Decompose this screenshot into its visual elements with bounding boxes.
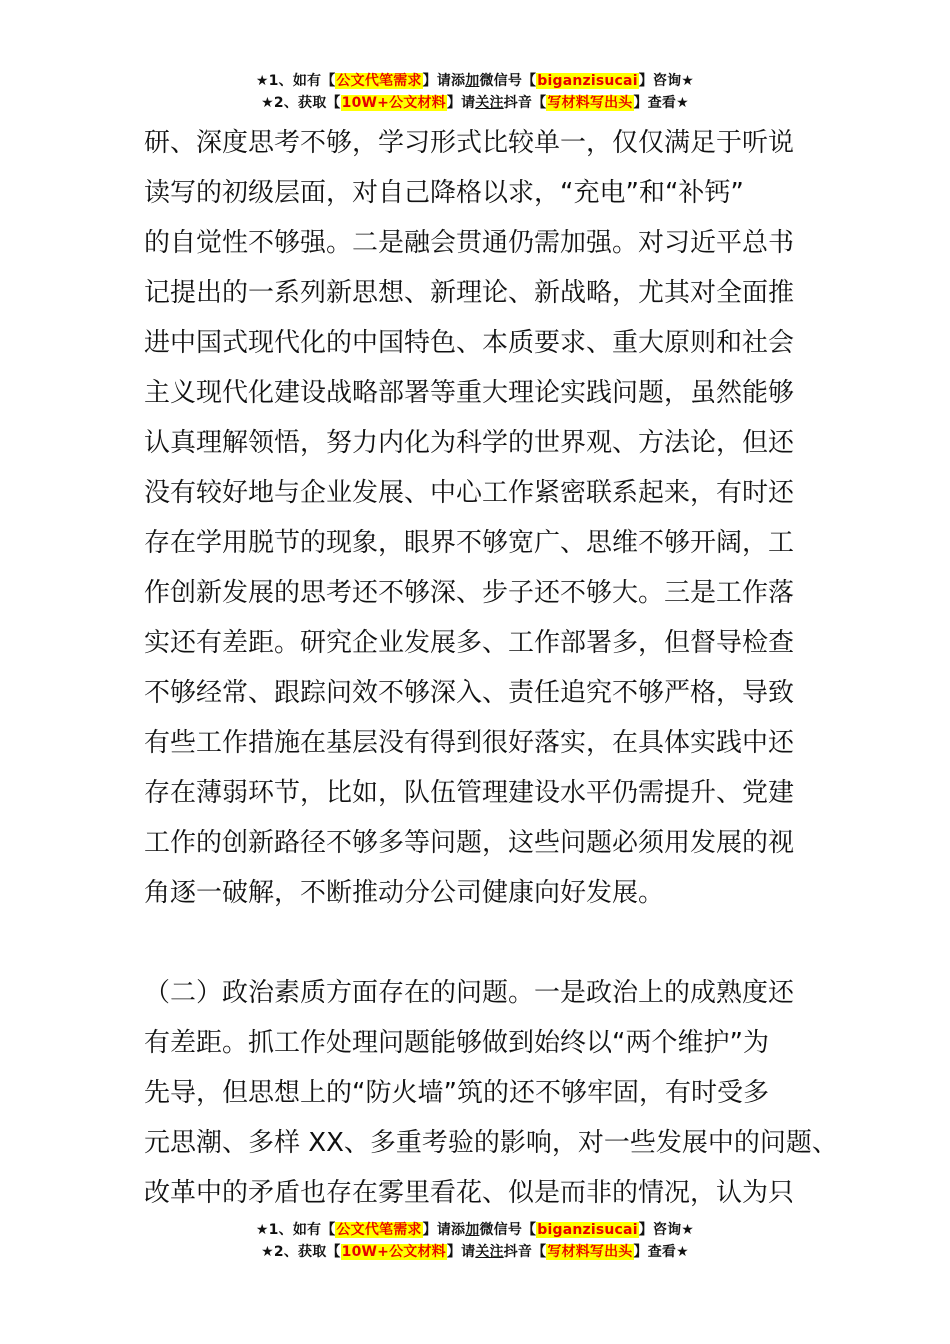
text-line: 有差距。抓工作处理问题能够做到始终以“两个维护”为 bbox=[144, 1028, 769, 1058]
text-line: 先导，但思想上的“防火墙”筑的还不够牢固，有时受多 bbox=[144, 1078, 769, 1108]
text-line: 主义现代化建设战略部署等重大理论实践问题，虽然能够 bbox=[144, 378, 795, 408]
banner-highlight: 公文代笔需求 bbox=[336, 73, 422, 89]
banner-text: 】咨询★ bbox=[638, 1222, 695, 1238]
text-line: 角逐一破解，不断推动分公司健康向好发展。 bbox=[144, 878, 665, 908]
banner-line-1 bbox=[0, 70, 950, 92]
banner-highlight: 写材料写出头 bbox=[547, 95, 633, 111]
text-line: 没有较好地与企业发展、中心工作紧密联系起来，有时还 bbox=[144, 478, 795, 508]
banner-text: 微信号【 bbox=[479, 1222, 537, 1238]
banner-text: 】请添 bbox=[422, 1222, 466, 1238]
banner-underlined: 加 bbox=[465, 1222, 480, 1238]
text-line: 有些工作措施在基层没有得到很好落实，在具体实践中还 bbox=[144, 728, 795, 758]
banner-highlight: 公文代笔需求 bbox=[336, 1222, 422, 1238]
banner-underlined: 加 bbox=[465, 73, 480, 89]
header-banner bbox=[0, 70, 950, 114]
text-line: 的自觉性不够强。二是融会贯通仍需加强。对习近平总书 bbox=[144, 228, 795, 258]
banner-underlined: 关注 bbox=[475, 95, 504, 111]
banner-text: 】请添 bbox=[422, 73, 466, 89]
text-line: 改革中的矛盾也存在雾里看花、似是而非的情况，认为只 bbox=[144, 1178, 795, 1208]
text-line: 元思潮、多样 XX、多重考验的影响，对一些发展中的问题、 bbox=[144, 1128, 838, 1158]
footer-banner bbox=[0, 1219, 950, 1263]
banner-underlined: 关注 bbox=[475, 1244, 504, 1260]
text-line: 作创新发展的思考还不够深、步子还不够大。三是工作落 bbox=[144, 578, 795, 608]
banner-text: 抖音【 bbox=[503, 95, 547, 111]
banner-highlight: 写材料写出头 bbox=[547, 1244, 633, 1260]
banner-highlight: biganzisucai bbox=[537, 1222, 638, 1238]
text-line: 存在学用脱节的现象，眼界不够宽广、思维不够开阔，工 bbox=[144, 528, 795, 558]
text-line: 存在薄弱环节，比如，队伍管理建设水平仍需提升、党建 bbox=[144, 778, 795, 808]
banner-text: 】查看★ bbox=[633, 1244, 689, 1260]
text-line: 工作的创新路径不够多等问题，这些问题必须用发展的视 bbox=[144, 828, 795, 858]
banner-text: 】咨询★ bbox=[638, 73, 695, 89]
text-line: 实还有差距。研究企业发展多、工作部署多，但督导检查 bbox=[144, 628, 795, 658]
text-line: 记提出的一系列新思想、新理论、新战略，尤其对全面推 bbox=[144, 278, 795, 308]
banner-highlight: biganzisucai bbox=[537, 73, 638, 89]
text-line: 不够经常、跟踪问效不够深入、责任追究不够严格，导致 bbox=[144, 678, 795, 708]
banner-text: ★1、如有【 bbox=[255, 1222, 336, 1238]
banner-highlight: 10W+公文材料 bbox=[341, 1244, 446, 1260]
section-heading-line: （二）政治素质方面存在的问题。一是政治上的成熟度还 bbox=[144, 978, 795, 1008]
text-line: 认真理解领悟，努力内化为科学的世界观、方法论，但还 bbox=[144, 428, 795, 458]
text-line: 进中国式现代化的中国特色、本质要求、重大原则和社会 bbox=[144, 328, 795, 358]
paragraph-gap bbox=[144, 918, 824, 968]
banner-line-2 bbox=[0, 1241, 950, 1263]
banner-line-1 bbox=[0, 1219, 950, 1241]
text-line: 研、深度思考不够，学习形式比较单一，仅仅满足于听说 bbox=[144, 128, 795, 158]
document-body bbox=[144, 118, 838, 1218]
banner-line-2 bbox=[0, 92, 950, 114]
banner-text: ★2、获取【 bbox=[261, 1244, 341, 1260]
banner-text: 抖音【 bbox=[503, 1244, 547, 1260]
banner-highlight: 10W+公文材料 bbox=[341, 95, 446, 111]
banner-text: 】查看★ bbox=[633, 95, 689, 111]
banner-text: 】请 bbox=[446, 1244, 476, 1260]
banner-text: ★2、获取【 bbox=[261, 95, 341, 111]
text-line: 读写的初级层面，对自己降格以求，“充电”和“补钙” bbox=[144, 178, 744, 208]
banner-text: 】请 bbox=[446, 95, 476, 111]
banner-text: 微信号【 bbox=[479, 73, 537, 89]
banner-text: ★1、如有【 bbox=[255, 73, 336, 89]
